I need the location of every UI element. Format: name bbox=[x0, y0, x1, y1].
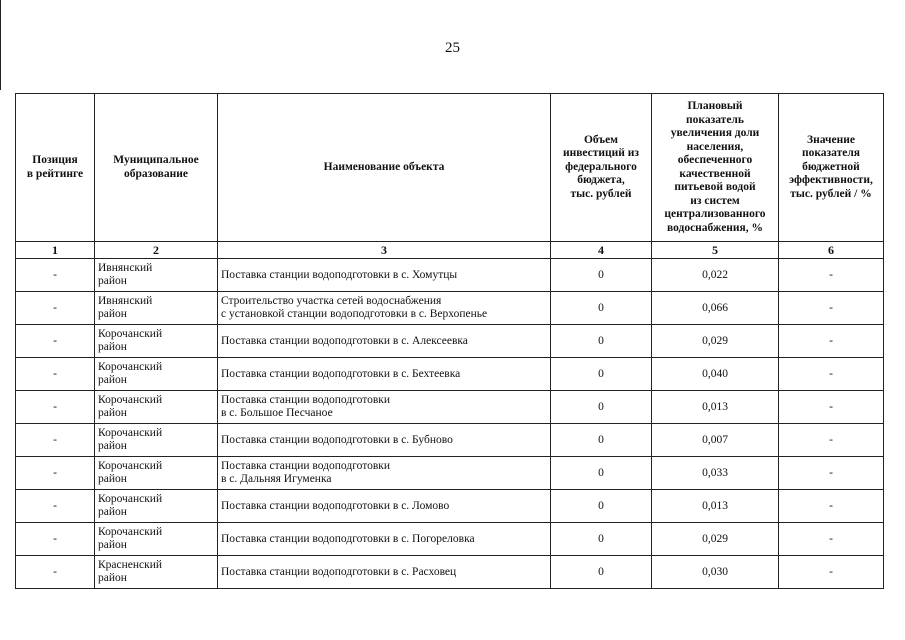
column-number: 6 bbox=[779, 242, 884, 259]
cell-object-name: Поставка станции водоподготовки в с. Бехтеевка bbox=[218, 358, 551, 391]
investment-table bbox=[15, 93, 884, 589]
cell-municipality: Красненский район bbox=[95, 556, 218, 589]
cell-object-name: Поставка станции водоподготовки в с. Ломово bbox=[218, 490, 551, 523]
column-number: 5 bbox=[652, 242, 779, 259]
cell-position: - bbox=[16, 292, 95, 325]
cell-object-name: Строительство участка сетей водоснабжения с установкой станции водоподготовки в с. Верхопенье bbox=[218, 292, 551, 325]
cell-position: - bbox=[16, 457, 95, 490]
header-planned-indicator: Плановый показатель увеличения доли населения, обеспеченного качественной питьевой водой из систем централизованного водоснабжения, % bbox=[652, 94, 779, 242]
cell-municipality: Ивнянский район bbox=[95, 259, 218, 292]
table-row bbox=[16, 259, 884, 292]
cell-object-name: Поставка станции водоподготовки в с. Большое Песчаное bbox=[218, 391, 551, 424]
cell-position: - bbox=[16, 259, 95, 292]
header-investment: Объем инвестиций из федерального бюджета, тыс. рублей bbox=[551, 94, 652, 242]
cell-indicator: 0,030 bbox=[652, 556, 779, 589]
table-row bbox=[16, 490, 884, 523]
cell-position: - bbox=[16, 556, 95, 589]
cell-position: - bbox=[16, 523, 95, 556]
cell-investment: 0 bbox=[551, 259, 652, 292]
cell-indicator: 0,029 bbox=[652, 523, 779, 556]
page-number: 25 bbox=[445, 40, 460, 56]
cell-investment: 0 bbox=[551, 358, 652, 391]
cell-efficiency: - bbox=[779, 259, 884, 292]
table-row bbox=[16, 325, 884, 358]
cell-indicator: 0,066 bbox=[652, 292, 779, 325]
cell-efficiency: - bbox=[779, 490, 884, 523]
table-row bbox=[16, 424, 884, 457]
table-row bbox=[16, 457, 884, 490]
cell-efficiency: - bbox=[779, 424, 884, 457]
cell-municipality: Корочанский район bbox=[95, 490, 218, 523]
cell-indicator: 0,033 bbox=[652, 457, 779, 490]
cell-indicator: 0,007 bbox=[652, 424, 779, 457]
table-row bbox=[16, 358, 884, 391]
cell-object-name: Поставка станции водоподготовки в с. Алексеевка bbox=[218, 325, 551, 358]
cell-object-name: Поставка станции водоподготовки в с. Дальняя Игуменка bbox=[218, 457, 551, 490]
column-number: 1 bbox=[16, 242, 95, 259]
cell-efficiency: - bbox=[779, 457, 884, 490]
cell-position: - bbox=[16, 424, 95, 457]
cell-indicator: 0,013 bbox=[652, 391, 779, 424]
table-row bbox=[16, 556, 884, 589]
cell-efficiency: - bbox=[779, 292, 884, 325]
column-number: 2 bbox=[95, 242, 218, 259]
cell-investment: 0 bbox=[551, 490, 652, 523]
cell-object-name: Поставка станции водоподготовки в с. Расховец bbox=[218, 556, 551, 589]
column-number: 3 bbox=[218, 242, 551, 259]
cell-efficiency: - bbox=[779, 523, 884, 556]
cell-position: - bbox=[16, 490, 95, 523]
cell-municipality: Ивнянский район bbox=[95, 292, 218, 325]
cell-position: - bbox=[16, 358, 95, 391]
cell-position: - bbox=[16, 325, 95, 358]
column-number-row bbox=[16, 242, 884, 259]
cell-municipality: Корочанский район bbox=[95, 391, 218, 424]
header-position: Позиция в рейтинге bbox=[16, 94, 95, 242]
cell-municipality: Корочанский район bbox=[95, 424, 218, 457]
cell-efficiency: - bbox=[779, 358, 884, 391]
cell-investment: 0 bbox=[551, 523, 652, 556]
table-row bbox=[16, 523, 884, 556]
cell-investment: 0 bbox=[551, 457, 652, 490]
header-object-name: Наименование объекта bbox=[218, 94, 551, 242]
header-row bbox=[16, 94, 884, 242]
header-municipality: Муниципальное образование bbox=[95, 94, 218, 242]
cell-indicator: 0,013 bbox=[652, 490, 779, 523]
cell-investment: 0 bbox=[551, 292, 652, 325]
cell-indicator: 0,022 bbox=[652, 259, 779, 292]
cell-position: - bbox=[16, 391, 95, 424]
cell-investment: 0 bbox=[551, 556, 652, 589]
cell-investment: 0 bbox=[551, 325, 652, 358]
cell-efficiency: - bbox=[779, 391, 884, 424]
cell-object-name: Поставка станции водоподготовки в с. Бубново bbox=[218, 424, 551, 457]
cell-municipality: Корочанский район bbox=[95, 358, 218, 391]
table-row bbox=[16, 292, 884, 325]
cell-municipality: Корочанский район bbox=[95, 523, 218, 556]
cell-indicator: 0,040 bbox=[652, 358, 779, 391]
cell-investment: 0 bbox=[551, 424, 652, 457]
cell-efficiency: - bbox=[779, 556, 884, 589]
cell-municipality: Корочанский район bbox=[95, 325, 218, 358]
cell-object-name: Поставка станции водоподготовки в с. Погореловка bbox=[218, 523, 551, 556]
cell-indicator: 0,029 bbox=[652, 325, 779, 358]
cell-investment: 0 bbox=[551, 391, 652, 424]
cell-object-name: Поставка станции водоподготовки в с. Хомутцы bbox=[218, 259, 551, 292]
column-number: 4 bbox=[551, 242, 652, 259]
cell-municipality: Корочанский район bbox=[95, 457, 218, 490]
cell-efficiency: - bbox=[779, 325, 884, 358]
table-row bbox=[16, 391, 884, 424]
header-efficiency: Значение показателя бюджетной эффективности, тыс. рублей / % bbox=[779, 94, 884, 242]
